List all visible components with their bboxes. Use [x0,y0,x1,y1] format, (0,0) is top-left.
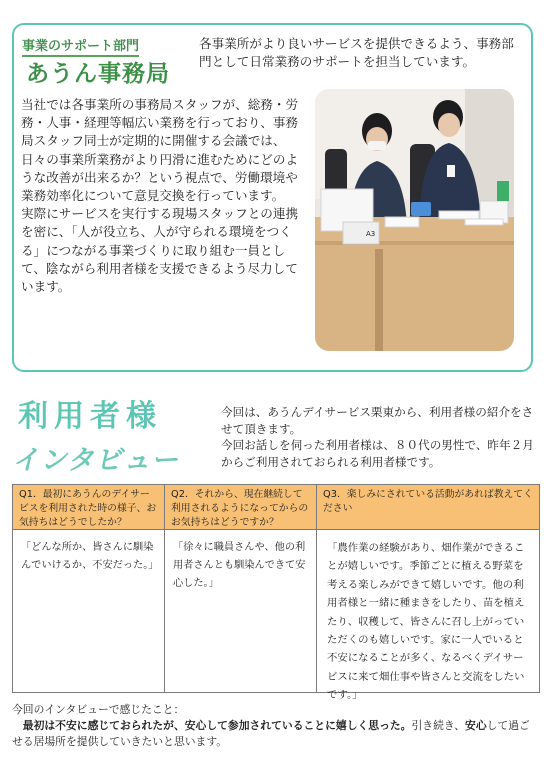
office-body-paragraph: 実際にサービスを実行する現場スタッフとの連携を密に、「人が役立ち、人が守られる環境をつくる」につながる事業づくりに取り組む一員として、陰ながら利用者様を支援できるよう尽力しています。 [21,206,299,295]
interview-impression [12,702,540,750]
interview-intro [221,404,541,470]
impression-text-2: して過ごせる居場所を提供していきたいと思います。 [12,719,530,748]
interview-intro-paragraph: 今回は、あうんデイサービス栗東から、利用者様の紹介をさせて頂きます。 [221,405,534,436]
department-label: 事業のサポート部門 [22,39,139,57]
office-intro: 各事業所がより良いサービスを提供できるよう、事務部門として日常業務のサポートを担当しています。 [199,36,514,69]
office-body [21,96,304,296]
interview-intro-paragraph: 今回お話しを伺った利用者様は、８０代の男性で、昨年２月からご利用されておられる利用者様です。 [221,438,534,469]
office-name: あうん事務局 [26,61,170,87]
office-staff-photo [315,89,514,351]
qa-column-1 [13,485,165,692]
impression-text [12,718,540,750]
photo-box-label: A3 [366,230,376,238]
interview-title-line2-text: インタビュー [10,445,185,476]
impression-text-1: 引き続き、 [411,719,466,732]
answer-3: 「農作業の経験があり、畑作業ができることが嬉しいです。季節ごとに植える野菜を考える楽しみができて嬉しいです。他の利用者様と一緒に種まきをしたり、苗を植えたり、収穫して、皆さんに召し上がっていただくのも嬉しいです。家に一人でいると不安になることが多く、なるべくデイサービスに来て畑仕事や皆さんと交流をしたいです。」 [327,542,525,702]
question-2: Q2．それから、現在継続して利用されるようになってからのお気持ちはどうですか？ [165,485,316,530]
answer-1: 「どんな所か、皆さんに馴染んでいけるか、不安だった。」 [21,542,159,571]
qa-column-3 [317,485,539,702]
interview-title-line1: 利用者様 [18,399,162,434]
impression-label: 今回のインタビューで感じたこと： [12,703,185,716]
answer-2: 「徐々に職員さんや、他の利用者さんとも馴染んできて安心した。」 [173,542,306,589]
interview-title-line2 [10,444,185,478]
qa-table [12,484,540,702]
office-body-paragraph: 当社では各事業所の事務局スタッフが、総務・労務・人事・経理等幅広い業務を行っており、事務局スタッフ同士が定期的に開催する会議では、日々の事業所業務がより円滑に進むためにどのような改善が出来るか？という視点で、労働環境や業務効率化について意見交換を行っています。 [21,97,299,204]
impression-bold-2: 安心 [465,719,487,732]
question-1: Q1．最初にあうんのデイサービスを利用された時の様子、お気持ちはどうでしたか？ [13,485,164,530]
question-3: Q3．楽しみにされている活動があれば教えてください [317,485,539,530]
impression-bold-1: 最初は不安に感じておられたが、安心して参加されていることに嬉しく思った。 [22,719,412,732]
qa-column-2 [165,485,317,692]
